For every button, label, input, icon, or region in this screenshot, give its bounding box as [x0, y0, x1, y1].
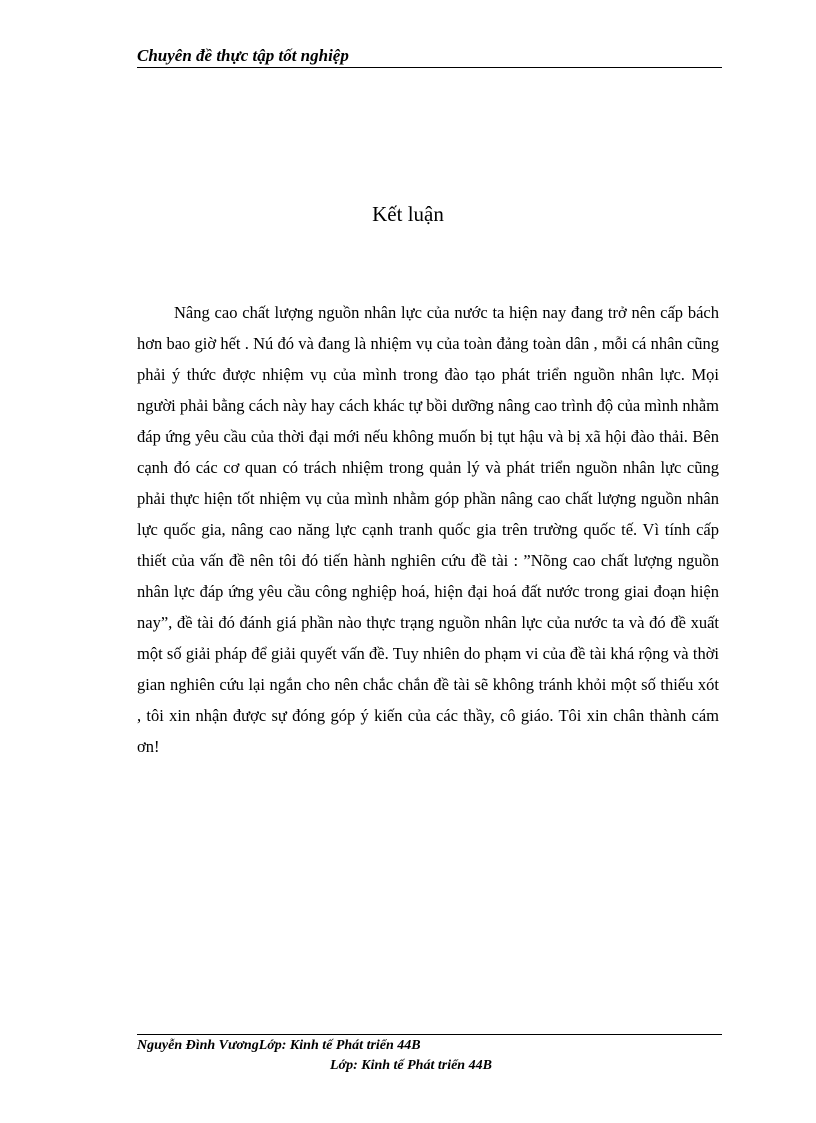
footer-class: Lớp: Kinh tế Phát triển 44B	[330, 1058, 492, 1073]
page-header-title: Chuyên đề thực tập tốt nghiệp	[137, 46, 349, 65]
header-divider	[137, 67, 722, 68]
conclusion-paragraph: Nâng cao chất lượng nguồn nhân lực của nước ta hiện nay đang trở nên cấp bách hơn bao giờ hết . Nú đó và đang là nhiệm vụ của toàn đảng toàn dân , mỗi cá nhân cũng phải ý thức được nhiệm vụ của mình trong đào tạo phát triển nguồn nhân lực. Mọi người phải bằng cách này hay cách khác tự bồi dưỡng nâng cao trình độ của mình nhằm đáp ứng yêu cầu của thời đại mới nếu không muốn bị tụt hậu và bị xã hội đào thải. Bên cạnh đó các cơ quan có trách nhiệm trong quản lý và phát triển nguồn nhân lực cũng phải thực hiện tốt nhiệm vụ của mình nhằm góp phần nâng cao chất lượng nguồn nhân lực quốc gia, nâng cao năng lực cạnh tranh quốc gia trên trường quốc tế. Vì tính cấp thiết của vấn đề nên tôi đó tiến hành nghiên cứu đề tài : ”Nõng cao chất lượng nguồn nhân lực đáp ứng yêu cầu công nghiệp hoá, hiện đại hoá đất nước trong giai đoạn hiện nay”, đề tài đó đánh giá phần nào thực trạng nguồn nhân lực của nước ta và đó đề xuất một số giải pháp để giải quyết vấn đề. Tuy nhiên do phạm vi của đề tài khá rộng và thời gian nghiên cứu lại ngắn cho nên chắc chắn đề tài sẽ không tránh khỏi một số thiếu xót , tôi xin nhận được sự đóng góp ý kiến của các thầy, cô giáo. Tôi xin chân thành cám ơn!	[137, 303, 719, 756]
footer-divider	[137, 1034, 722, 1035]
section-heading: Kết luận	[372, 202, 444, 226]
footer-author-class: Nguyễn Đình VươngLớp: Kinh tế Phát triển 44B	[137, 1038, 421, 1053]
